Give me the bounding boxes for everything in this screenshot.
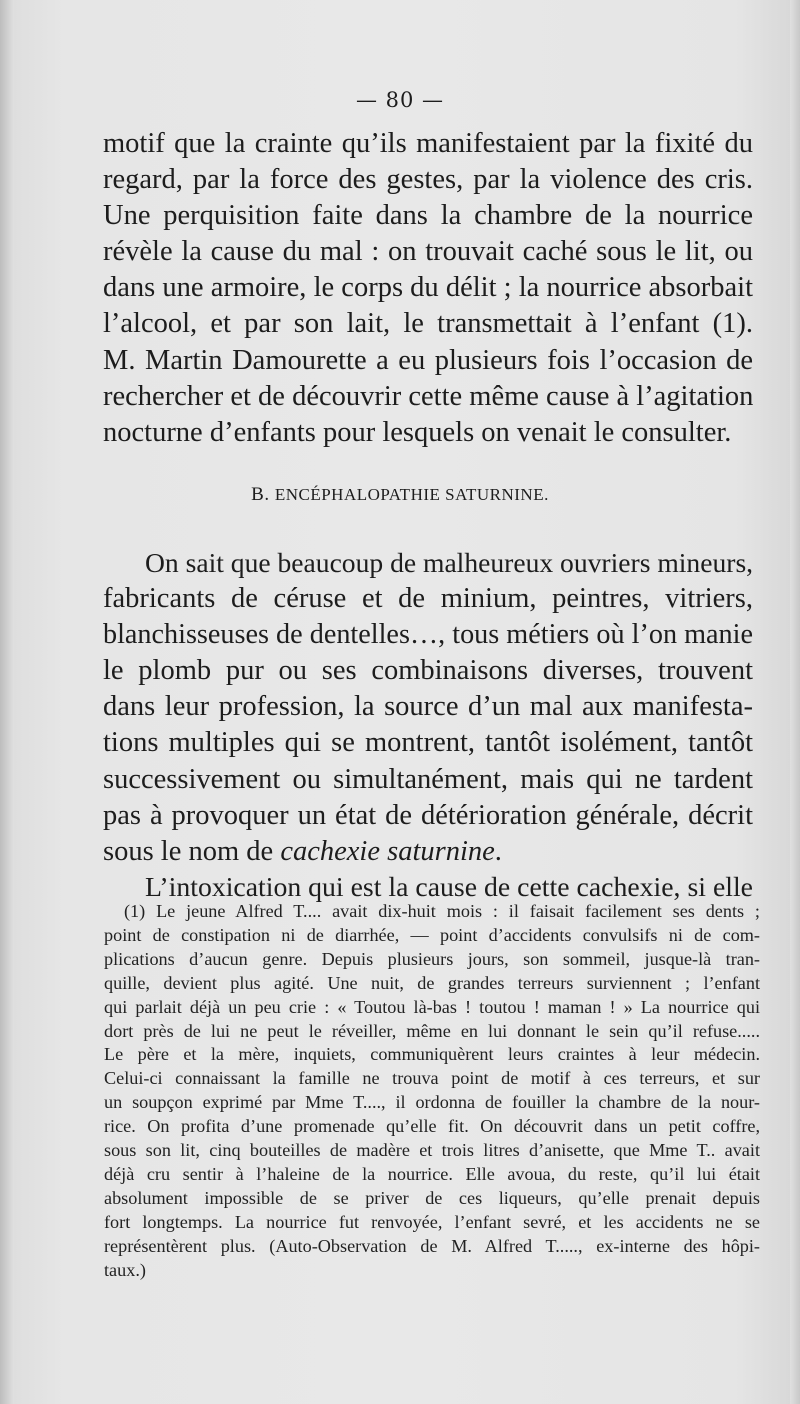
footnote-line: Le père et la mère, inquiets, communiquèrent leurs craintes à leur médecin. <box>104 1044 760 1065</box>
footnote-line: déjà cru sentir à l’haleine de la nourrice. Elle avoua, du reste, qu’il lui était <box>104 1163 760 1184</box>
text-line: révèle la cause du mal : on trouvait caché sous le lit, ou <box>103 236 753 268</box>
text-line: le plomb pur ou ses combinaisons diverses, trouvent <box>103 655 753 687</box>
footnote-line: point de constipation ni de diarrhée, — point d’accidents convulsifs ni de com- <box>104 924 760 945</box>
section-title: ENCÉPHALOPATHIE SATURNINE. <box>274 485 549 504</box>
text-fragment: sous le nom de <box>103 835 281 867</box>
text-line: regard, par la force des gestes, par la violence des cris. <box>103 164 753 196</box>
text-line: dans leur profession, la source d’un mal aux manifesta- <box>103 691 753 723</box>
footnote-line: quille, devient plus agité. Une nuit, de grandes terreurs surviennent ; l’enfant <box>104 972 760 993</box>
footnote <box>104 900 760 1283</box>
italic-term: cachexie saturnine <box>280 835 495 867</box>
footnote-line: qui parlait déjà un peu crie : « Toutou là-bas ! toutou ! maman ! » La nourrice qui <box>104 996 760 1017</box>
text-line: successivement ou simultanément, mais qui ne tardent <box>103 763 753 795</box>
page-number: — 80 — <box>355 88 445 112</box>
text-fragment: . <box>494 835 502 867</box>
page-edge-shadow <box>790 0 800 1404</box>
section-heading <box>0 484 800 506</box>
page-gutter-shadow <box>0 0 14 1404</box>
text-line: dans une armoire, le corps du délit ; la nourrice absorbait <box>103 272 753 304</box>
text-line: On sait que beaucoup de malheureux ouvriers mineurs, <box>145 547 754 578</box>
section-label: B. <box>251 484 270 505</box>
main-paragraph <box>103 545 753 906</box>
footnote-line: rice. On profita d’une promenade qu’elle fit. On découvrit dans un petit coffre, <box>104 1116 760 1137</box>
text-line: motif que la crainte qu’ils manifestaient par la fixité du <box>103 128 753 159</box>
text-line: pas à provoquer un état de détérioration générale, décrit <box>103 799 753 831</box>
text-line: tions multiples qui se montrent, tantôt isolément, tantôt <box>103 727 753 759</box>
text-line: nocturne d’enfants pour lesquels on venait le consulter. <box>103 416 732 448</box>
text-line: l’alcool, et par son lait, le transmettait à l’enfant (1). <box>103 308 753 340</box>
footnote-text: Le jeune Alfred T.... avait dix-huit mois : il faisait facilement ses dents ; <box>156 901 760 921</box>
footnote-line: taux.) <box>104 1259 146 1280</box>
footnote-line: un soupçon exprimé par Mme T...., il ordonna de fouiller la chambre de la nour- <box>104 1092 760 1113</box>
footnote-line: fort longtemps. La nourrice fut renvoyée, l’enfant sevré, et les accidents ne se <box>104 1211 760 1232</box>
text-line: fabricants de céruse et de minium, peintres, vitriers, <box>103 583 753 615</box>
footnote-line: absolument impossible de se priver de ces liqueurs, qu’elle prenait depuis <box>104 1187 760 1208</box>
footnote-line <box>104 900 760 924</box>
text-line: Une perquisition faite dans la chambre de la nourrice <box>103 200 753 232</box>
footnote-line: dort près de lui ne peut le réveiller, même en lui donnant le sein qu’il refuse..... <box>104 1020 760 1041</box>
footnote-marker: (1) <box>124 901 146 921</box>
text-line: blanchisseuses de dentelles…, tous métiers où l’on manie <box>103 619 753 651</box>
top-paragraph <box>103 126 753 451</box>
text-line: rechercher et de découvrir cette même cause à l’agitation <box>103 380 754 412</box>
text-line: L’intoxication qui est la cause de cette cachexie, si elle <box>145 871 753 903</box>
footnote-line: plications d’aucun genre. Depuis plusieurs jours, son sommeil, jusque-là tran- <box>104 948 760 969</box>
text-line: M. Martin Damourette a eu plusieurs fois l’occasion de <box>103 344 753 376</box>
footnote-line: sous son lit, cinq bouteilles de madère et trois litres d’anisette, que Mme T.. avait <box>104 1140 760 1161</box>
footnote-line: représentèrent plus. (Auto-Observation de M. Alfred T....., ex-interne des hôpi- <box>104 1235 760 1256</box>
footnote-line: Celui-ci connaissant la famille ne trouva point de motif à ces terreurs, et sur <box>104 1068 760 1089</box>
text-line <box>103 834 753 870</box>
